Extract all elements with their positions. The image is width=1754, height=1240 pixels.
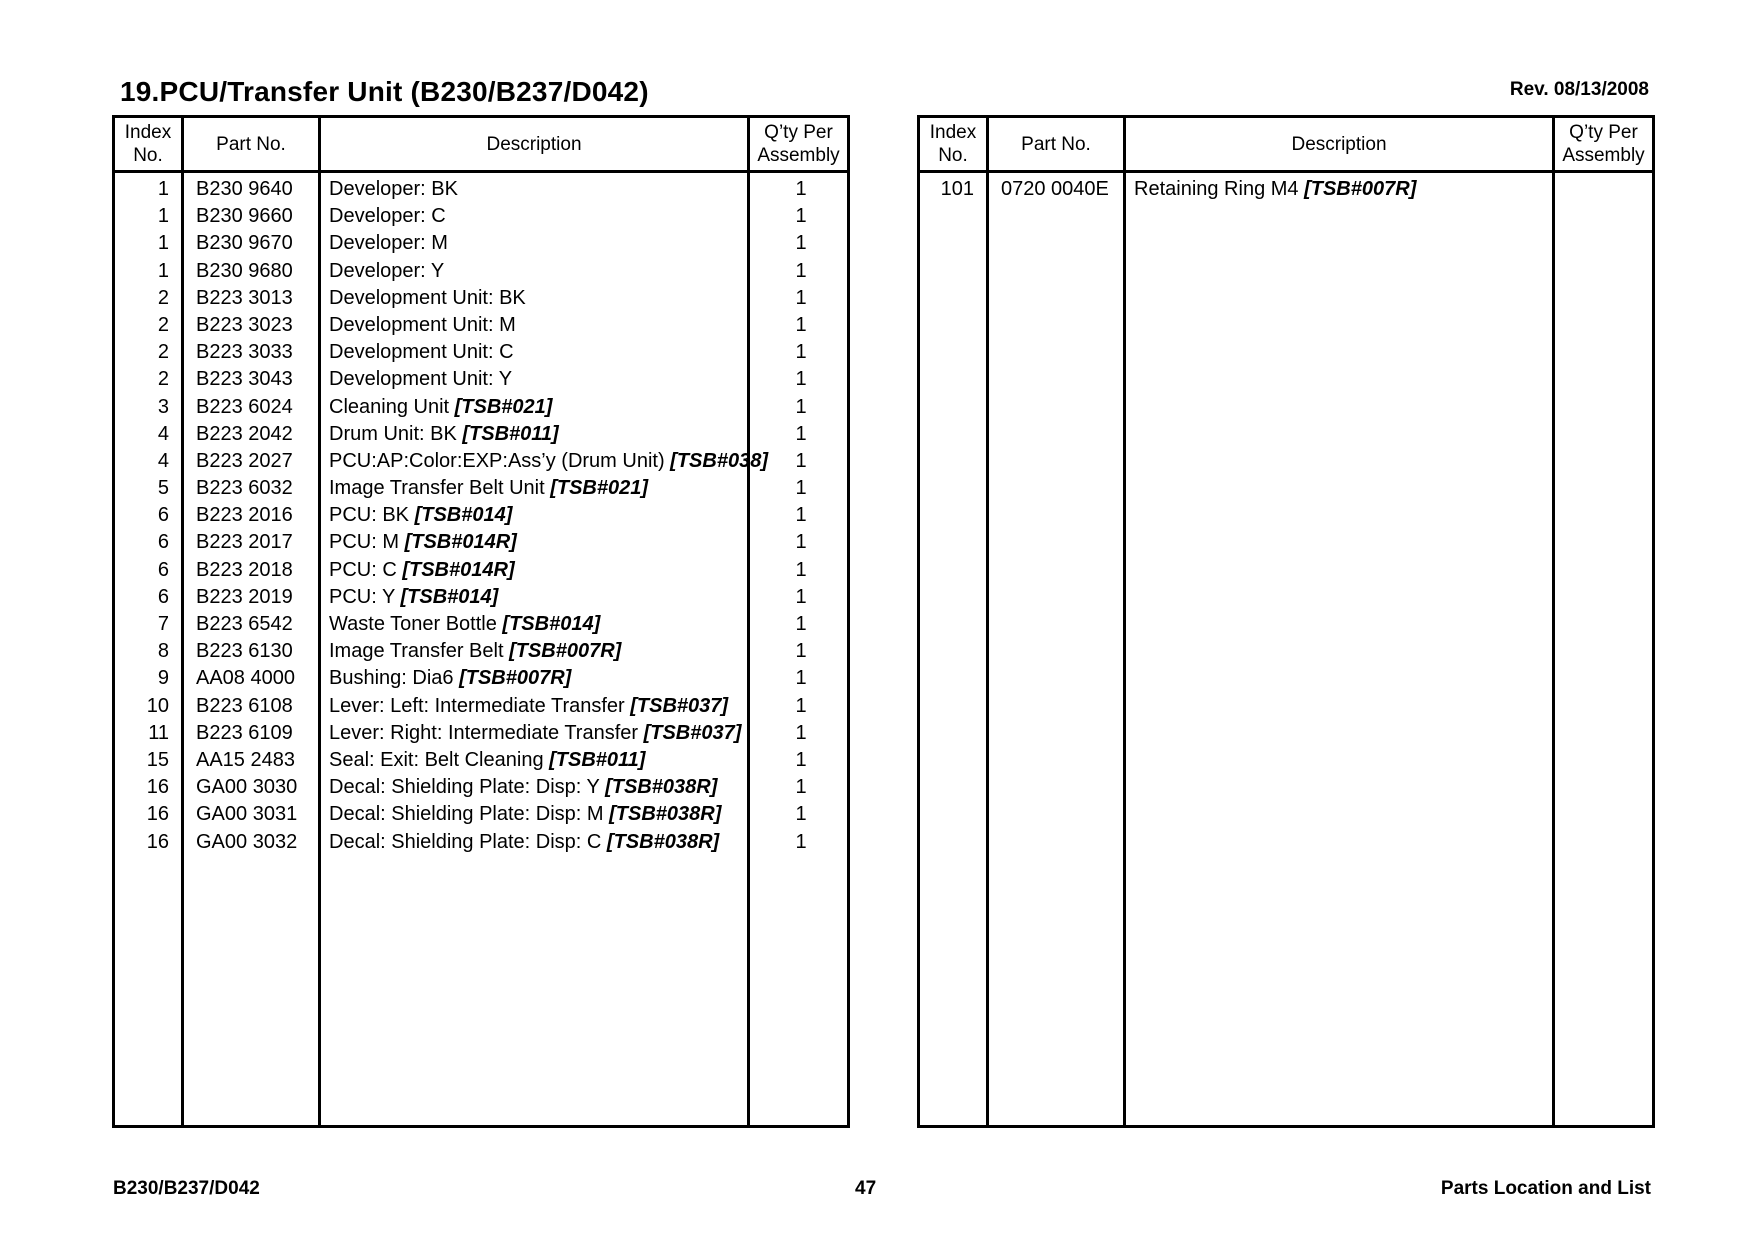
index-cell: 9 <box>157 667 169 690</box>
part-no-cell: B223 2019 <box>196 585 293 608</box>
description-text: Development Unit: BK <box>329 286 526 309</box>
tsb-reference: [TSB#038] <box>670 449 768 472</box>
description-text: Retaining Ring M4 <box>1134 178 1305 200</box>
index-cell: 4 <box>157 449 169 472</box>
description-text: Seal: Exit: Belt Cleaning <box>329 748 550 771</box>
qty-cell: 1 <box>795 422 807 445</box>
column-divider <box>1123 118 1126 1125</box>
part-no-cell: B223 2016 <box>196 504 293 527</box>
table-row <box>115 529 847 556</box>
header-index: Index No. <box>929 122 977 166</box>
column-divider <box>986 118 989 1125</box>
tsb-reference: [TSB#007R] <box>1304 178 1417 200</box>
index-cell: 16 <box>146 830 169 853</box>
part-no-cell: B230 9640 <box>196 178 293 200</box>
header-qty: Q’ty Per Assembly <box>1562 122 1645 166</box>
parts-table-right <box>917 115 1655 1128</box>
table-row <box>115 693 847 720</box>
table-row <box>115 312 847 339</box>
description-text: Drum Unit: BK <box>329 422 463 445</box>
table-row <box>115 339 847 366</box>
qty-cell: 1 <box>795 449 807 472</box>
description-text: PCU: Y <box>329 585 401 608</box>
tsb-reference: [TSB#037] <box>630 694 729 717</box>
table-row <box>115 475 847 502</box>
part-no-cell: B223 6032 <box>196 477 293 500</box>
index-cell: 1 <box>157 205 169 228</box>
tsb-reference: [TSB#014] <box>400 585 499 608</box>
qty-cell: 1 <box>795 721 807 744</box>
part-no-cell: GA00 3030 <box>196 776 298 799</box>
description-text: Decal: Shielding Plate: Disp: M <box>329 803 610 826</box>
tsb-reference: [TSB#011] <box>549 748 646 771</box>
table-row <box>115 557 847 584</box>
table-row <box>115 801 847 828</box>
tsb-reference: [TSB#037] <box>643 721 742 744</box>
tsb-reference: [TSB#014] <box>502 613 601 635</box>
index-cell: 3 <box>157 395 169 418</box>
qty-cell: 1 <box>795 613 807 635</box>
description-text: Developer: C <box>329 205 446 228</box>
table-row <box>115 720 847 747</box>
index-cell: 8 <box>157 640 169 663</box>
description-cell <box>329 176 458 203</box>
qty-cell: 1 <box>795 776 807 799</box>
description-text: PCU: M <box>329 531 405 554</box>
description-text: Image Transfer Belt Unit <box>329 477 551 500</box>
part-no-cell: B223 2027 <box>196 449 293 472</box>
table-row <box>115 366 847 393</box>
description-cell <box>329 829 719 856</box>
tsb-reference: [TSB#038R] <box>606 830 720 853</box>
index-cell: 15 <box>146 748 169 771</box>
table-body <box>115 176 847 856</box>
index-cell: 1 <box>157 259 169 282</box>
qty-cell: 1 <box>795 477 807 500</box>
description-text: Lever: Right: Intermediate Transfer <box>329 721 644 744</box>
description-cell <box>329 720 741 747</box>
description-cell <box>329 638 621 665</box>
table-row <box>115 448 847 475</box>
part-no-cell: B223 3013 <box>196 286 293 309</box>
part-no-cell: GA00 3032 <box>196 830 298 853</box>
description-cell <box>329 285 526 312</box>
table-row <box>115 176 847 203</box>
description-cell <box>329 475 648 502</box>
index-cell: 2 <box>157 368 169 391</box>
description-cell <box>329 258 444 285</box>
index-cell: 6 <box>157 504 169 527</box>
description-cell <box>329 312 516 339</box>
header-divider <box>920 170 1652 173</box>
qty-cell: 1 <box>795 748 807 771</box>
header-part-no: Part No. <box>216 133 286 155</box>
footer-section: Parts Location and List <box>1440 1178 1651 1199</box>
description-cell <box>329 529 517 556</box>
description-text: Bushing: Dia6 <box>329 667 460 690</box>
index-cell: 2 <box>157 286 169 309</box>
index-cell: 4 <box>157 422 169 445</box>
qty-cell: 1 <box>795 803 807 826</box>
table-row <box>115 230 847 257</box>
page-title: 19.PCU/Transfer Unit (B230/B237/D042) <box>120 76 649 107</box>
qty-cell: 1 <box>795 667 807 690</box>
header-divider <box>115 170 847 173</box>
qty-cell: 1 <box>795 313 807 336</box>
part-no-cell: B223 3043 <box>196 368 293 391</box>
tsb-reference: [TSB#007R] <box>459 667 572 690</box>
part-no-cell: B223 6024 <box>196 395 293 418</box>
description-text: Development Unit: Y <box>329 368 513 391</box>
qty-cell: 1 <box>795 286 807 309</box>
tsb-reference: [TSB#038R] <box>605 776 718 799</box>
tsb-reference: [TSB#038R] <box>609 803 722 826</box>
qty-cell: 1 <box>795 531 807 554</box>
qty-cell: 1 <box>795 558 807 581</box>
footer-page-number: 47 <box>855 1178 877 1199</box>
tsb-reference: [TSB#014R] <box>402 558 515 581</box>
qty-cell: 1 <box>795 259 807 282</box>
part-no-cell: B223 2042 <box>196 422 293 445</box>
description-cell <box>329 448 768 475</box>
qty-cell: 1 <box>795 395 807 418</box>
tsb-reference: [TSB#014] <box>414 504 513 527</box>
index-cell: 2 <box>157 341 169 364</box>
qty-cell: 1 <box>795 585 807 608</box>
description-cell <box>329 366 512 393</box>
description-text: Lever: Left: Intermediate Transfer <box>329 694 631 717</box>
table-body <box>920 176 1652 203</box>
index-cell: 16 <box>146 776 169 799</box>
header-description: Description <box>486 133 582 155</box>
description-text: Developer: BK <box>329 178 458 200</box>
part-no-cell: B230 9660 <box>196 205 293 228</box>
tsb-reference: [TSB#014R] <box>404 531 517 554</box>
qty-cell: 1 <box>795 694 807 717</box>
table-row <box>115 502 847 529</box>
index-cell: 5 <box>157 477 169 500</box>
description-cell <box>329 421 559 448</box>
description-text: Developer: M <box>329 232 448 255</box>
index-cell: 11 <box>148 721 169 744</box>
table-row <box>115 665 847 692</box>
index-cell: 7 <box>157 613 169 635</box>
table-row <box>115 394 847 421</box>
table-row <box>115 203 847 230</box>
index-cell: 6 <box>157 531 169 554</box>
footer-model: B230/B237/D042 <box>113 1178 260 1199</box>
tsb-reference: [TSB#021] <box>550 477 649 500</box>
index-cell: 1 <box>157 178 169 200</box>
header-part-no: Part No. <box>1021 133 1091 155</box>
part-no-cell: B223 6108 <box>196 694 293 717</box>
part-no-cell: B223 6109 <box>196 721 293 744</box>
qty-cell: 1 <box>795 205 807 228</box>
table-row <box>115 638 847 665</box>
index-cell: 6 <box>157 558 169 581</box>
table-row <box>115 421 847 448</box>
qty-cell: 1 <box>795 341 807 364</box>
parts-table-left <box>112 115 850 1128</box>
description-text: Development Unit: C <box>329 341 514 364</box>
part-no-cell: B223 2018 <box>196 558 293 581</box>
qty-cell: 1 <box>795 830 807 853</box>
qty-cell: 1 <box>795 640 807 663</box>
description-cell <box>329 747 645 774</box>
description-text: Development Unit: M <box>329 313 516 336</box>
description-cell <box>329 665 571 692</box>
tsb-reference: [TSB#011] <box>462 422 559 445</box>
part-no-cell: B223 3033 <box>196 341 293 364</box>
description-cell <box>329 774 717 801</box>
description-cell <box>329 339 514 366</box>
qty-cell: 1 <box>795 368 807 391</box>
header-index: Index No. <box>124 122 172 166</box>
part-no-cell: B223 3023 <box>196 313 293 336</box>
index-cell: 2 <box>157 313 169 336</box>
qty-cell: 1 <box>795 232 807 255</box>
part-no-cell: B230 9680 <box>196 259 293 282</box>
description-text: Waste Toner Bottle <box>329 613 503 635</box>
header-qty: Q’ty Per Assembly <box>757 122 840 166</box>
tsb-reference: [TSB#007R] <box>509 640 622 663</box>
table-row <box>920 176 1652 203</box>
description-cell <box>329 557 515 584</box>
description-cell <box>329 611 600 638</box>
table-row <box>115 774 847 801</box>
part-no-cell: B223 2017 <box>196 531 293 554</box>
description-text: PCU: C <box>329 558 403 581</box>
description-cell <box>329 502 512 529</box>
revision-date: Rev. 08/13/2008 <box>1509 79 1649 100</box>
description-text: Decal: Shielding Plate: Disp: C <box>329 830 607 853</box>
part-no-cell: B230 9670 <box>196 232 293 255</box>
table-row <box>115 584 847 611</box>
description-text: Cleaning Unit <box>329 395 455 418</box>
part-no-cell: 0720 0040E <box>1001 178 1109 200</box>
description-text: Developer: Y <box>329 259 445 282</box>
description-cell <box>329 584 498 611</box>
description-cell <box>1134 176 1416 203</box>
part-no-cell: B223 6542 <box>196 613 293 635</box>
index-cell: 10 <box>146 694 169 717</box>
description-text: PCU: BK <box>329 504 415 527</box>
tsb-reference: [TSB#021] <box>454 395 553 418</box>
qty-cell: 1 <box>795 178 807 200</box>
part-no-cell: AA15 2483 <box>196 748 295 771</box>
description-text: Image Transfer Belt <box>329 640 510 663</box>
part-no-cell: AA08 4000 <box>196 667 295 690</box>
column-divider <box>1552 118 1555 1125</box>
description-cell <box>329 801 721 828</box>
description-cell <box>329 693 728 720</box>
description-cell <box>329 394 552 421</box>
table-row <box>115 829 847 856</box>
index-cell: 101 <box>940 178 974 200</box>
description-cell <box>329 230 448 257</box>
qty-cell: 1 <box>795 504 807 527</box>
description-cell <box>329 203 446 230</box>
index-cell: 16 <box>146 803 169 826</box>
description-text: Decal: Shielding Plate: Disp: Y <box>329 776 606 799</box>
part-no-cell: GA00 3031 <box>196 803 298 826</box>
part-no-cell: B223 6130 <box>196 640 293 663</box>
table-row <box>115 747 847 774</box>
index-cell: 1 <box>157 232 169 255</box>
index-cell: 6 <box>157 585 169 608</box>
header-description: Description <box>1291 133 1387 155</box>
table-row <box>115 611 847 638</box>
description-text: PCU:AP:Color:EXP:Ass’y (Drum Unit) <box>329 449 671 472</box>
table-row <box>115 285 847 312</box>
table-row <box>115 258 847 285</box>
